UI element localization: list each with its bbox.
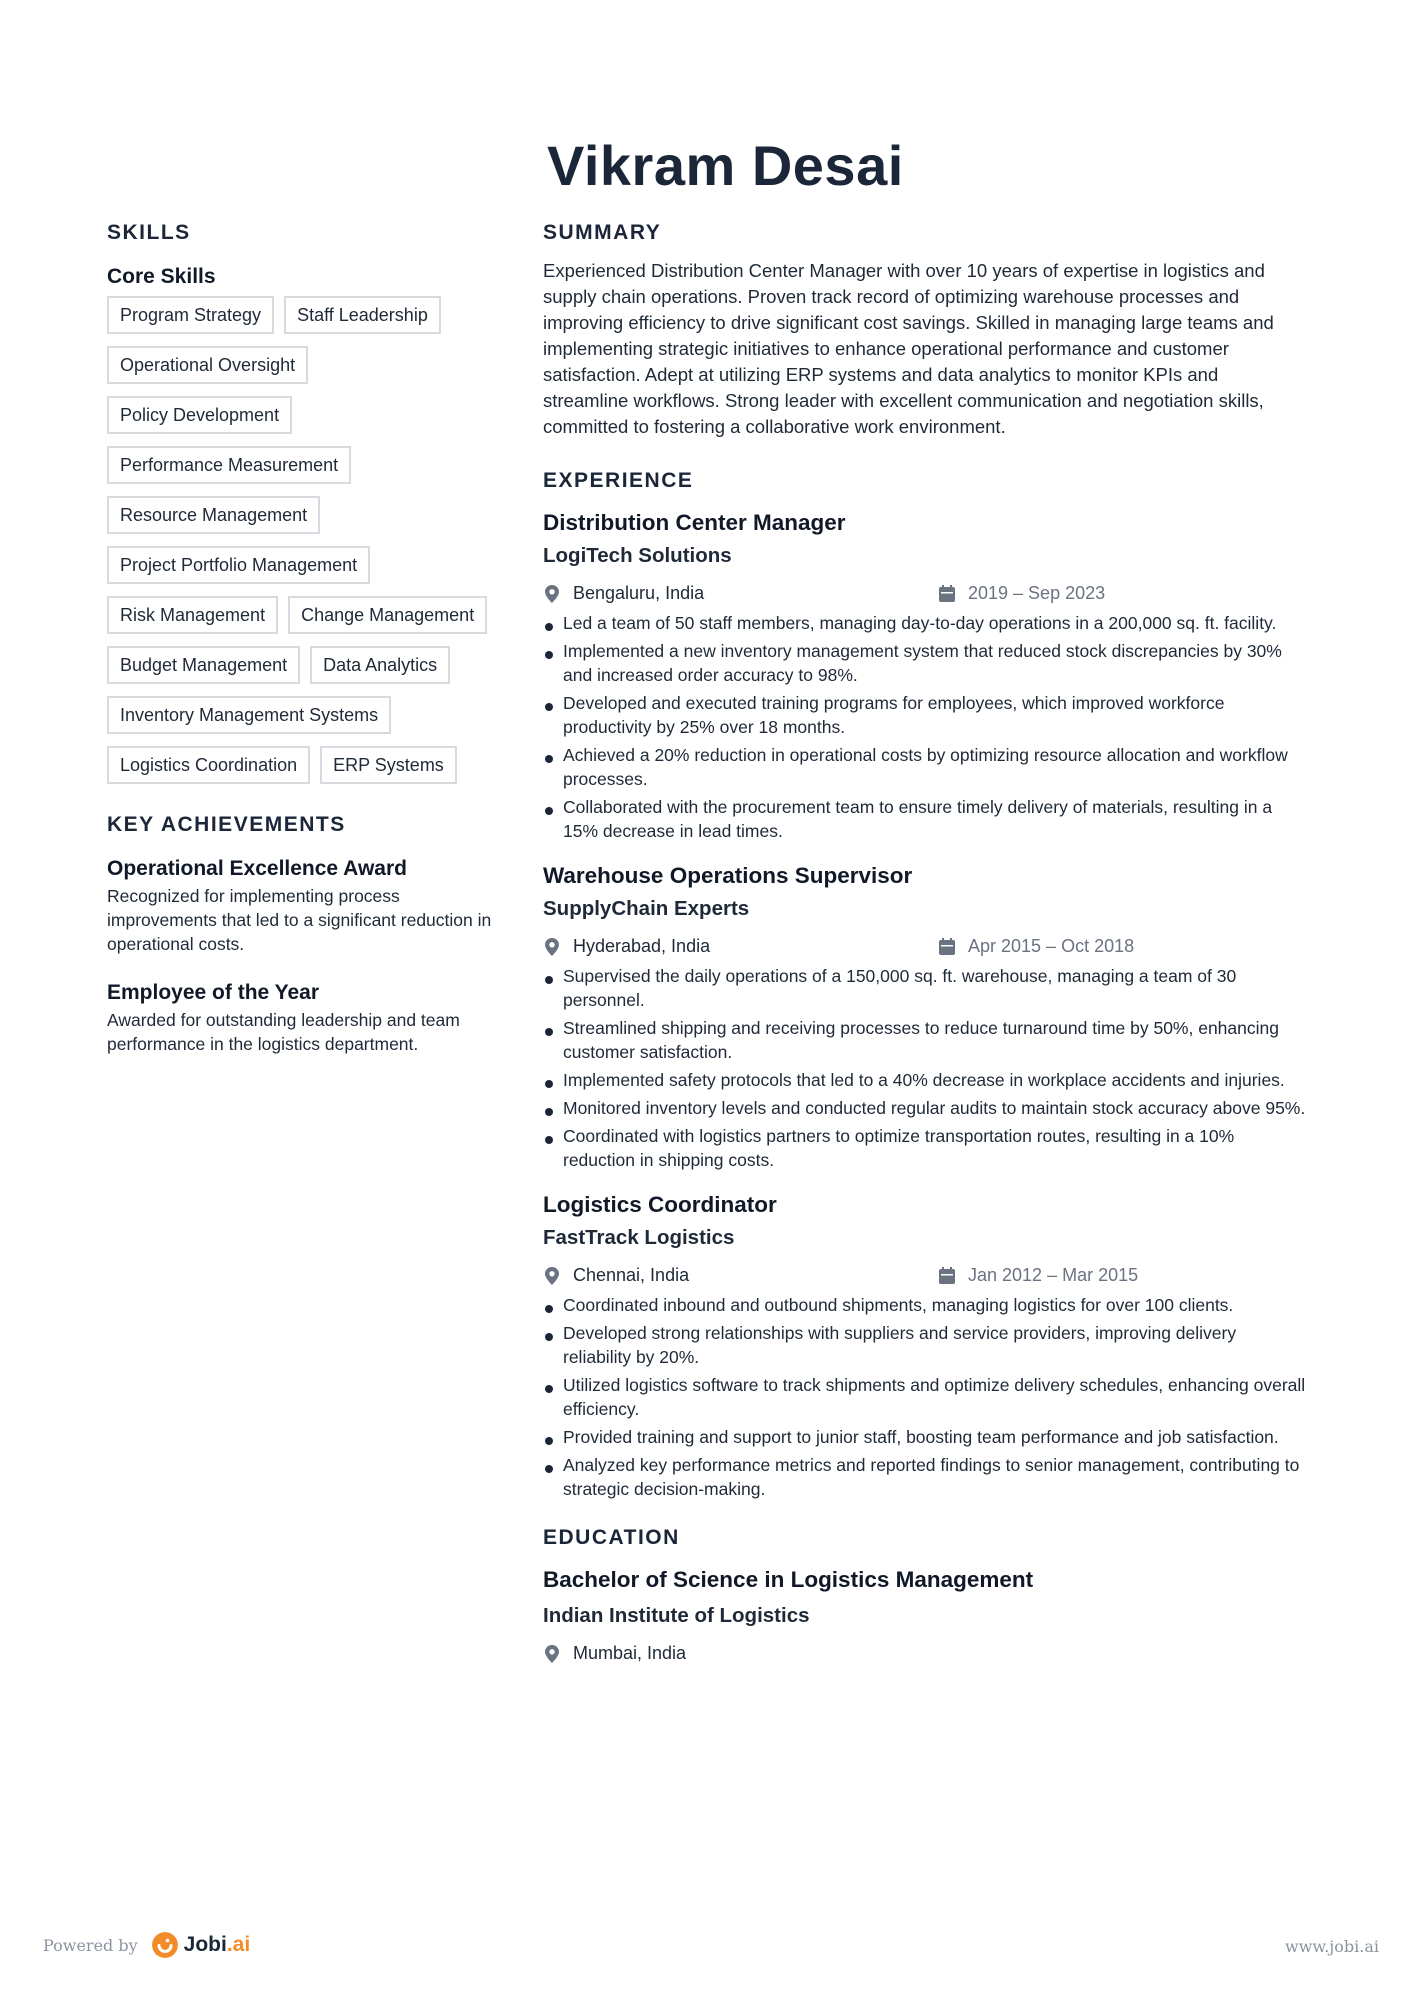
achievement-description: Recognized for implementing process improvements that led to a significant reduction in operational costs. [107,886,492,954]
job-entry [543,508,1308,843]
map-pin-icon [543,1266,561,1286]
experience-heading: EXPERIENCE [543,469,694,492]
job-location-text: Bengaluru, India [573,583,705,603]
skill-tag: Program Strategy [107,296,274,334]
core-skills-heading: Core Skills [107,265,216,288]
achievements-list [107,854,517,1056]
skill-tag: Change Management [288,596,487,634]
job-bullet: Analyzed key performance metrics and reported findings to senior management, contributing to strategic decision-making. [543,1453,1308,1501]
job-dates-text: 2019 – Sep 2023 [968,583,1106,603]
job-bullet: Supervised the daily operations of a 150,000 sq. ft. warehouse, managing a team of 30 personnel. [543,964,1308,1012]
skill-tag: Performance Measurement [107,446,351,484]
logo-suffix: .ai [226,1933,251,1956]
job-bullets [543,611,1308,843]
job-location-text: Hyderabad, India [573,936,711,956]
education-location-text: Mumbai, India [573,1643,687,1663]
job-title: Warehouse Operations Supervisor [543,863,913,888]
job-company: FastTrack Logistics [543,1226,735,1249]
job-title: Distribution Center Manager [543,510,846,535]
job-bullets [543,1293,1308,1501]
job-location [543,583,704,604]
skill-tag: Risk Management [107,596,278,634]
skill-tag: Policy Development [107,396,292,434]
job-location [543,936,710,957]
education-location [543,1643,686,1664]
skill-tag: ERP Systems [320,746,457,784]
right-column [543,218,1308,1669]
education-degree: Bachelor of Science in Logistics Management [543,1567,1034,1592]
job-company: SupplyChain Experts [543,897,750,920]
left-column [107,218,517,1056]
job-title: Logistics Coordinator [543,1192,777,1217]
skills-heading: SKILLS [107,221,191,244]
achievement-title: Operational Excellence Award [107,857,407,880]
job-meta [543,1261,1308,1291]
jobi-logo-icon [152,1932,178,1958]
footer-url[interactable]: www.jobi.ai [1285,1937,1379,1956]
logo-text: Jobi [183,1933,227,1956]
job-bullet: Monitored inventory levels and conducted regular audits to maintain stock accuracy above 95%. [543,1096,1308,1120]
education-heading: EDUCATION [543,1526,680,1549]
job-dates-text: Jan 2012 – Mar 2015 [968,1265,1139,1285]
experience-list [543,508,1308,1501]
job-dates [938,1265,1138,1286]
job-bullets [543,964,1308,1172]
jobi-logo[interactable] [152,1932,251,1958]
job-bullet: Developed and executed training programs for employees, which improved workforce productivity by 25% over 18 months. [543,691,1308,739]
achievement-item [107,854,517,956]
job-company: LogiTech Solutions [543,544,732,567]
achievements-heading: KEY ACHIEVEMENTS [107,813,346,836]
skill-tag: Resource Management [107,496,320,534]
skill-tag: Data Analytics [310,646,450,684]
job-dates [938,583,1105,604]
job-meta [543,932,1308,962]
job-entry [543,1190,1308,1501]
achievement-title: Employee of the Year [107,981,320,1004]
job-bullet: Coordinated with logistics partners to optimize transportation routes, resulting in a 10% reduction in shipping costs. [543,1124,1308,1172]
job-bullet: Implemented a new inventory management system that reduced stock discrepancies by 30% and increased order accuracy to 98%. [543,639,1308,687]
footer-powered-by [43,1932,250,1958]
achievement-description: Awarded for outstanding leadership and team performance in the logistics department. [107,1010,460,1054]
job-bullet: Provided training and support to junior staff, boosting team performance and job satisfaction. [543,1425,1308,1449]
skill-tag: Logistics Coordination [107,746,310,784]
education-school: Indian Institute of Logistics [543,1604,810,1627]
skill-tag: Budget Management [107,646,300,684]
skill-tag: Staff Leadership [284,296,441,334]
job-bullet: Coordinated inbound and outbound shipments, managing logistics for over 100 clients. [543,1293,1308,1317]
job-bullet: Utilized logistics software to track shipments and optimize delivery schedules, enhancing overall efficiency. [543,1373,1308,1421]
job-meta [543,579,1308,609]
job-location [543,1265,689,1286]
calendar-icon [938,584,956,604]
job-bullet: Implemented safety protocols that led to a 40% decrease in workplace accidents and injuries. [543,1068,1308,1092]
map-pin-icon [543,937,561,957]
job-dates [938,936,1134,957]
job-location-text: Chennai, India [573,1265,690,1285]
job-bullet: Collaborated with the procurement team to ensure timely delivery of materials, resulting in a 15% decrease in lead times. [543,795,1308,843]
job-entry [543,861,1308,1172]
candidate-name: Vikram Desai [547,134,904,197]
calendar-icon [938,1266,956,1286]
achievement-item [107,978,517,1056]
skill-tags [107,296,507,796]
skill-tag: Inventory Management Systems [107,696,391,734]
job-bullet: Developed strong relationships with suppliers and service providers, improving delivery reliability by 20%. [543,1321,1308,1369]
education-meta [543,1639,1308,1669]
job-bullet: Streamlined shipping and receiving processes to reduce turnaround time by 50%, enhancing customer satisfaction. [543,1016,1308,1064]
summary-heading: SUMMARY [543,221,662,244]
job-dates-text: Apr 2015 – Oct 2018 [968,936,1135,956]
jobi-logo-text [184,1933,251,1957]
calendar-icon [938,937,956,957]
map-pin-icon [543,584,561,604]
summary-text: Experienced Distribution Center Manager with over 10 years of expertise in logistics and supply chain operations. Proven track record of optimizing warehouse processes and improving efficiency to drive significant cost savings. Skilled in managing large teams and implementing strategic initiatives to enhance operational performance and customer satisfaction. Adept at utilizing ERP systems and data analytics to monitor KPIs and streamline workflows. Strong leader with excellent communication and negotiation skills, committed to fostering a collaborative work environment. [543,260,1274,437]
powered-by-text: Powered by [43,1935,138,1955]
job-bullet: Led a team of 50 staff members, managing day-to-day operations in a 200,000 sq. ft. facility. [543,611,1308,635]
skill-tag: Project Portfolio Management [107,546,370,584]
map-pin-icon [543,1644,561,1664]
job-bullet: Achieved a 20% reduction in operational costs by optimizing resource allocation and workflow processes. [543,743,1308,791]
skill-tag: Operational Oversight [107,346,308,384]
